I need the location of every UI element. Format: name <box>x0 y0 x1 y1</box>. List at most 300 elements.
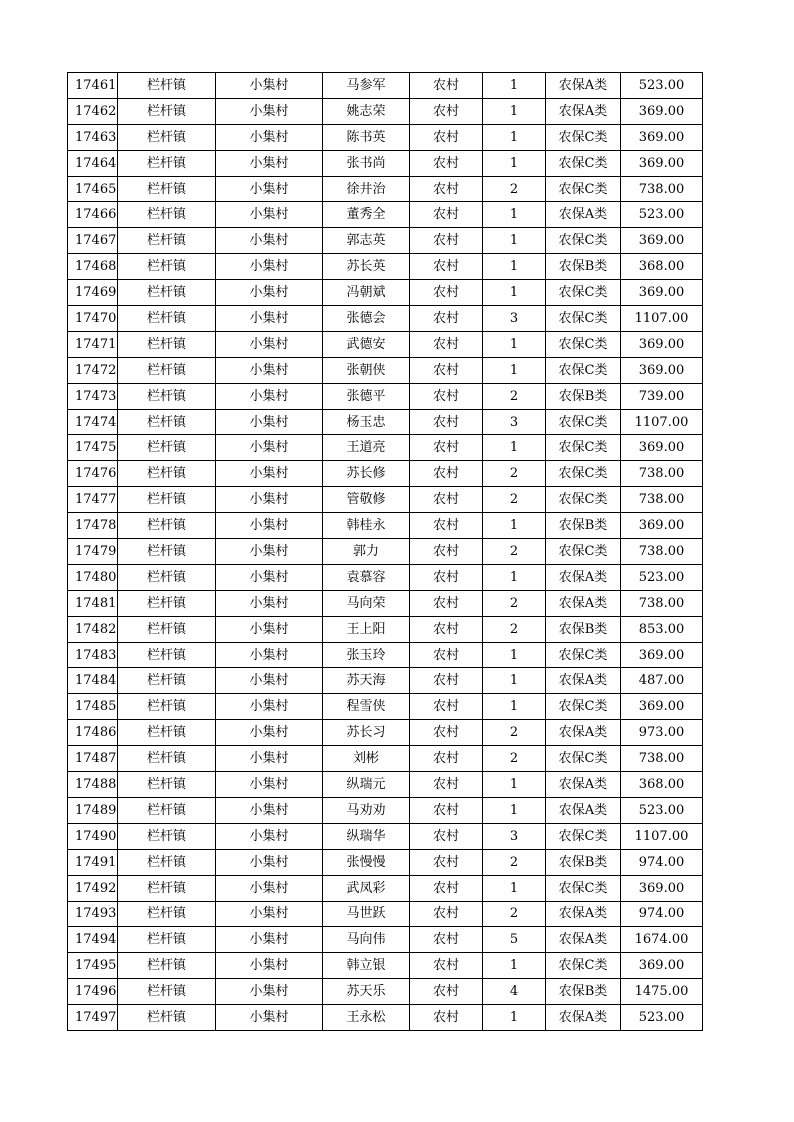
person-count-cell: 1 <box>483 564 546 590</box>
amount-cell: 1107.00 <box>621 306 703 332</box>
name-cell: 刘彬 <box>323 746 410 772</box>
amount-cell: 738.00 <box>621 461 703 487</box>
record-id-cell: 17468 <box>68 254 118 280</box>
table-row <box>68 254 703 280</box>
name-cell: 郭志英 <box>323 228 410 254</box>
village-cell: 小集村 <box>216 849 323 875</box>
town-cell: 栏杆镇 <box>118 176 216 202</box>
person-count-cell: 1 <box>483 772 546 798</box>
insurance-class-cell: 农保C类 <box>546 150 621 176</box>
insurance-class-cell: 农保C类 <box>546 280 621 306</box>
person-count-cell: 2 <box>483 176 546 202</box>
village-cell: 小集村 <box>216 694 323 720</box>
table-row <box>68 823 703 849</box>
record-id-cell: 17493 <box>68 901 118 927</box>
record-id-cell: 17489 <box>68 797 118 823</box>
amount-cell: 738.00 <box>621 487 703 513</box>
person-count-cell: 2 <box>483 590 546 616</box>
table-row <box>68 202 703 228</box>
household-type-cell: 农村 <box>410 228 483 254</box>
records-table <box>67 72 703 1031</box>
name-cell: 袁慕容 <box>323 564 410 590</box>
person-count-cell: 1 <box>483 202 546 228</box>
household-type-cell: 农村 <box>410 590 483 616</box>
person-count-cell: 1 <box>483 124 546 150</box>
household-type-cell: 农村 <box>410 539 483 565</box>
amount-cell: 369.00 <box>621 642 703 668</box>
village-cell: 小集村 <box>216 823 323 849</box>
insurance-class-cell: 农保B类 <box>546 513 621 539</box>
table-row <box>68 306 703 332</box>
town-cell: 栏杆镇 <box>118 694 216 720</box>
insurance-class-cell: 农保A类 <box>546 720 621 746</box>
person-count-cell: 2 <box>483 901 546 927</box>
record-id-cell: 17484 <box>68 668 118 694</box>
town-cell: 栏杆镇 <box>118 124 216 150</box>
household-type-cell: 农村 <box>410 487 483 513</box>
name-cell: 冯朝斌 <box>323 280 410 306</box>
table-row <box>68 124 703 150</box>
person-count-cell: 1 <box>483 953 546 979</box>
household-type-cell: 农村 <box>410 953 483 979</box>
record-id-cell: 17464 <box>68 150 118 176</box>
amount-cell: 369.00 <box>621 435 703 461</box>
household-type-cell: 农村 <box>410 331 483 357</box>
table-row <box>68 435 703 461</box>
record-id-cell: 17486 <box>68 720 118 746</box>
town-cell: 栏杆镇 <box>118 1005 216 1031</box>
household-type-cell: 农村 <box>410 797 483 823</box>
town-cell: 栏杆镇 <box>118 564 216 590</box>
insurance-class-cell: 农保A类 <box>546 668 621 694</box>
village-cell: 小集村 <box>216 435 323 461</box>
town-cell: 栏杆镇 <box>118 306 216 332</box>
table-row <box>68 280 703 306</box>
village-cell: 小集村 <box>216 513 323 539</box>
village-cell: 小集村 <box>216 746 323 772</box>
amount-cell: 973.00 <box>621 720 703 746</box>
village-cell: 小集村 <box>216 357 323 383</box>
amount-cell: 738.00 <box>621 176 703 202</box>
table-row <box>68 357 703 383</box>
amount-cell: 523.00 <box>621 202 703 228</box>
insurance-class-cell: 农保C类 <box>546 357 621 383</box>
record-id-cell: 17491 <box>68 849 118 875</box>
insurance-class-cell: 农保A类 <box>546 797 621 823</box>
insurance-class-cell: 农保C类 <box>546 176 621 202</box>
village-cell: 小集村 <box>216 228 323 254</box>
amount-cell: 369.00 <box>621 875 703 901</box>
amount-cell: 974.00 <box>621 849 703 875</box>
town-cell: 栏杆镇 <box>118 487 216 513</box>
name-cell: 纵瑞华 <box>323 823 410 849</box>
insurance-class-cell: 农保C类 <box>546 435 621 461</box>
household-type-cell: 农村 <box>410 616 483 642</box>
household-type-cell: 农村 <box>410 254 483 280</box>
name-cell: 董秀全 <box>323 202 410 228</box>
person-count-cell: 1 <box>483 228 546 254</box>
village-cell: 小集村 <box>216 280 323 306</box>
record-id-cell: 17472 <box>68 357 118 383</box>
table-row <box>68 150 703 176</box>
record-id-cell: 17471 <box>68 331 118 357</box>
record-id-cell: 17475 <box>68 435 118 461</box>
town-cell: 栏杆镇 <box>118 383 216 409</box>
village-cell: 小集村 <box>216 590 323 616</box>
town-cell: 栏杆镇 <box>118 797 216 823</box>
person-count-cell: 1 <box>483 642 546 668</box>
household-type-cell: 农村 <box>410 306 483 332</box>
amount-cell: 369.00 <box>621 124 703 150</box>
town-cell: 栏杆镇 <box>118 642 216 668</box>
town-cell: 栏杆镇 <box>118 746 216 772</box>
record-id-cell: 17465 <box>68 176 118 202</box>
person-count-cell: 3 <box>483 306 546 332</box>
name-cell: 马向荣 <box>323 590 410 616</box>
household-type-cell: 农村 <box>410 124 483 150</box>
record-id-cell: 17476 <box>68 461 118 487</box>
record-id-cell: 17479 <box>68 539 118 565</box>
town-cell: 栏杆镇 <box>118 461 216 487</box>
household-type-cell: 农村 <box>410 435 483 461</box>
village-cell: 小集村 <box>216 797 323 823</box>
household-type-cell: 农村 <box>410 927 483 953</box>
insurance-class-cell: 农保C类 <box>546 642 621 668</box>
person-count-cell: 2 <box>483 461 546 487</box>
amount-cell: 368.00 <box>621 254 703 280</box>
amount-cell: 738.00 <box>621 539 703 565</box>
town-cell: 栏杆镇 <box>118 875 216 901</box>
village-cell: 小集村 <box>216 927 323 953</box>
town-cell: 栏杆镇 <box>118 202 216 228</box>
name-cell: 马劝劝 <box>323 797 410 823</box>
town-cell: 栏杆镇 <box>118 254 216 280</box>
village-cell: 小集村 <box>216 1005 323 1031</box>
insurance-class-cell: 农保B类 <box>546 616 621 642</box>
insurance-class-cell: 农保A类 <box>546 901 621 927</box>
insurance-class-cell: 农保A类 <box>546 73 621 99</box>
household-type-cell: 农村 <box>410 979 483 1005</box>
amount-cell: 738.00 <box>621 746 703 772</box>
town-cell: 栏杆镇 <box>118 73 216 99</box>
household-type-cell: 农村 <box>410 98 483 124</box>
name-cell: 武德安 <box>323 331 410 357</box>
town-cell: 栏杆镇 <box>118 539 216 565</box>
village-cell: 小集村 <box>216 124 323 150</box>
person-count-cell: 3 <box>483 409 546 435</box>
town-cell: 栏杆镇 <box>118 150 216 176</box>
record-id-cell: 17466 <box>68 202 118 228</box>
name-cell: 张慢慢 <box>323 849 410 875</box>
household-type-cell: 农村 <box>410 461 483 487</box>
town-cell: 栏杆镇 <box>118 435 216 461</box>
name-cell: 马向伟 <box>323 927 410 953</box>
amount-cell: 368.00 <box>621 772 703 798</box>
table-row <box>68 616 703 642</box>
amount-cell: 369.00 <box>621 98 703 124</box>
household-type-cell: 农村 <box>410 901 483 927</box>
household-type-cell: 农村 <box>410 409 483 435</box>
town-cell: 栏杆镇 <box>118 228 216 254</box>
person-count-cell: 4 <box>483 979 546 1005</box>
insurance-class-cell: 农保A类 <box>546 1005 621 1031</box>
household-type-cell: 农村 <box>410 383 483 409</box>
amount-cell: 1674.00 <box>621 927 703 953</box>
name-cell: 王道亮 <box>323 435 410 461</box>
village-cell: 小集村 <box>216 772 323 798</box>
village-cell: 小集村 <box>216 409 323 435</box>
table-row <box>68 383 703 409</box>
insurance-class-cell: 农保C类 <box>546 875 621 901</box>
amount-cell: 523.00 <box>621 564 703 590</box>
table-row <box>68 694 703 720</box>
table-row <box>68 668 703 694</box>
person-count-cell: 1 <box>483 73 546 99</box>
table-row <box>68 461 703 487</box>
name-cell: 马世跃 <box>323 901 410 927</box>
insurance-class-cell: 农保A类 <box>546 564 621 590</box>
record-id-cell: 17477 <box>68 487 118 513</box>
record-id-cell: 17497 <box>68 1005 118 1031</box>
name-cell: 纵瑞元 <box>323 772 410 798</box>
record-id-cell: 17469 <box>68 280 118 306</box>
record-id-cell: 17467 <box>68 228 118 254</box>
person-count-cell: 3 <box>483 823 546 849</box>
table-row <box>68 590 703 616</box>
record-id-cell: 17478 <box>68 513 118 539</box>
insurance-class-cell: 农保A类 <box>546 927 621 953</box>
record-id-cell: 17494 <box>68 927 118 953</box>
household-type-cell: 农村 <box>410 357 483 383</box>
name-cell: 程雪侠 <box>323 694 410 720</box>
name-cell: 苏长修 <box>323 461 410 487</box>
household-type-cell: 农村 <box>410 642 483 668</box>
name-cell: 马参军 <box>323 73 410 99</box>
town-cell: 栏杆镇 <box>118 927 216 953</box>
table-row <box>68 539 703 565</box>
table-row <box>68 73 703 99</box>
amount-cell: 369.00 <box>621 331 703 357</box>
amount-cell: 369.00 <box>621 150 703 176</box>
village-cell: 小集村 <box>216 150 323 176</box>
insurance-class-cell: 农保A类 <box>546 590 621 616</box>
record-id-cell: 17482 <box>68 616 118 642</box>
name-cell: 陈书英 <box>323 124 410 150</box>
person-count-cell: 1 <box>483 668 546 694</box>
amount-cell: 523.00 <box>621 797 703 823</box>
insurance-class-cell: 农保A类 <box>546 98 621 124</box>
person-count-cell: 2 <box>483 720 546 746</box>
village-cell: 小集村 <box>216 901 323 927</box>
amount-cell: 1475.00 <box>621 979 703 1005</box>
person-count-cell: 2 <box>483 616 546 642</box>
name-cell: 韩桂永 <box>323 513 410 539</box>
table-row <box>68 901 703 927</box>
insurance-class-cell: 农保C类 <box>546 694 621 720</box>
table-row <box>68 642 703 668</box>
household-type-cell: 农村 <box>410 176 483 202</box>
person-count-cell: 2 <box>483 487 546 513</box>
amount-cell: 739.00 <box>621 383 703 409</box>
name-cell: 苏天海 <box>323 668 410 694</box>
table-row <box>68 228 703 254</box>
table-row <box>68 953 703 979</box>
person-count-cell: 1 <box>483 513 546 539</box>
town-cell: 栏杆镇 <box>118 513 216 539</box>
household-type-cell: 农村 <box>410 823 483 849</box>
table-row <box>68 746 703 772</box>
amount-cell: 369.00 <box>621 953 703 979</box>
insurance-class-cell: 农保B类 <box>546 254 621 280</box>
person-count-cell: 2 <box>483 746 546 772</box>
table-row <box>68 513 703 539</box>
town-cell: 栏杆镇 <box>118 849 216 875</box>
name-cell: 张德平 <box>323 383 410 409</box>
table-row <box>68 564 703 590</box>
person-count-cell: 1 <box>483 331 546 357</box>
household-type-cell: 农村 <box>410 1005 483 1031</box>
table-row <box>68 487 703 513</box>
town-cell: 栏杆镇 <box>118 953 216 979</box>
village-cell: 小集村 <box>216 202 323 228</box>
person-count-cell: 1 <box>483 280 546 306</box>
person-count-cell: 5 <box>483 927 546 953</box>
person-count-cell: 1 <box>483 254 546 280</box>
table-row <box>68 98 703 124</box>
amount-cell: 369.00 <box>621 228 703 254</box>
insurance-class-cell: 农保C类 <box>546 746 621 772</box>
village-cell: 小集村 <box>216 98 323 124</box>
name-cell: 王上阳 <box>323 616 410 642</box>
record-id-cell: 17474 <box>68 409 118 435</box>
name-cell: 苏长英 <box>323 254 410 280</box>
name-cell: 苏长习 <box>323 720 410 746</box>
record-id-cell: 17490 <box>68 823 118 849</box>
village-cell: 小集村 <box>216 642 323 668</box>
record-id-cell: 17495 <box>68 953 118 979</box>
table-row <box>68 720 703 746</box>
insurance-class-cell: 农保C类 <box>546 539 621 565</box>
record-id-cell: 17483 <box>68 642 118 668</box>
town-cell: 栏杆镇 <box>118 280 216 306</box>
household-type-cell: 农村 <box>410 694 483 720</box>
town-cell: 栏杆镇 <box>118 668 216 694</box>
village-cell: 小集村 <box>216 331 323 357</box>
amount-cell: 853.00 <box>621 616 703 642</box>
insurance-class-cell: 农保C类 <box>546 461 621 487</box>
name-cell: 管敬修 <box>323 487 410 513</box>
table-row <box>68 927 703 953</box>
name-cell: 苏天乐 <box>323 979 410 1005</box>
name-cell: 郭力 <box>323 539 410 565</box>
village-cell: 小集村 <box>216 487 323 513</box>
household-type-cell: 农村 <box>410 513 483 539</box>
insurance-class-cell: 农保C类 <box>546 487 621 513</box>
table-row <box>68 875 703 901</box>
record-id-cell: 17481 <box>68 590 118 616</box>
town-cell: 栏杆镇 <box>118 901 216 927</box>
insurance-class-cell: 农保C类 <box>546 409 621 435</box>
amount-cell: 523.00 <box>621 73 703 99</box>
insurance-class-cell: 农保A类 <box>546 202 621 228</box>
village-cell: 小集村 <box>216 176 323 202</box>
village-cell: 小集村 <box>216 383 323 409</box>
household-type-cell: 农村 <box>410 668 483 694</box>
town-cell: 栏杆镇 <box>118 772 216 798</box>
table-row <box>68 331 703 357</box>
name-cell: 张书尚 <box>323 150 410 176</box>
village-cell: 小集村 <box>216 254 323 280</box>
record-id-cell: 17470 <box>68 306 118 332</box>
village-cell: 小集村 <box>216 461 323 487</box>
town-cell: 栏杆镇 <box>118 98 216 124</box>
insurance-class-cell: 农保B类 <box>546 383 621 409</box>
insurance-class-cell: 农保C类 <box>546 953 621 979</box>
insurance-class-cell: 农保B类 <box>546 849 621 875</box>
town-cell: 栏杆镇 <box>118 590 216 616</box>
village-cell: 小集村 <box>216 73 323 99</box>
amount-cell: 369.00 <box>621 357 703 383</box>
insurance-class-cell: 农保C类 <box>546 124 621 150</box>
records-table-body <box>68 73 703 1031</box>
table-row <box>68 1005 703 1031</box>
amount-cell: 487.00 <box>621 668 703 694</box>
household-type-cell: 农村 <box>410 875 483 901</box>
table-row <box>68 409 703 435</box>
town-cell: 栏杆镇 <box>118 409 216 435</box>
insurance-class-cell: 农保C类 <box>546 331 621 357</box>
household-type-cell: 农村 <box>410 849 483 875</box>
town-cell: 栏杆镇 <box>118 823 216 849</box>
person-count-cell: 1 <box>483 694 546 720</box>
household-type-cell: 农村 <box>410 150 483 176</box>
record-id-cell: 17496 <box>68 979 118 1005</box>
amount-cell: 523.00 <box>621 1005 703 1031</box>
amount-cell: 369.00 <box>621 513 703 539</box>
person-count-cell: 2 <box>483 383 546 409</box>
person-count-cell: 2 <box>483 539 546 565</box>
record-id-cell: 17488 <box>68 772 118 798</box>
town-cell: 栏杆镇 <box>118 979 216 1005</box>
household-type-cell: 农村 <box>410 73 483 99</box>
insurance-class-cell: 农保A类 <box>546 772 621 798</box>
name-cell: 姚志荣 <box>323 98 410 124</box>
person-count-cell: 1 <box>483 797 546 823</box>
person-count-cell: 1 <box>483 98 546 124</box>
amount-cell: 1107.00 <box>621 409 703 435</box>
table-row <box>68 797 703 823</box>
record-id-cell: 17480 <box>68 564 118 590</box>
name-cell: 徐井治 <box>323 176 410 202</box>
record-id-cell: 17487 <box>68 746 118 772</box>
record-id-cell: 17492 <box>68 875 118 901</box>
name-cell: 张玉玲 <box>323 642 410 668</box>
amount-cell: 1107.00 <box>621 823 703 849</box>
village-cell: 小集村 <box>216 564 323 590</box>
village-cell: 小集村 <box>216 539 323 565</box>
person-count-cell: 1 <box>483 357 546 383</box>
household-type-cell: 农村 <box>410 746 483 772</box>
person-count-cell: 1 <box>483 150 546 176</box>
name-cell: 韩立银 <box>323 953 410 979</box>
town-cell: 栏杆镇 <box>118 720 216 746</box>
village-cell: 小集村 <box>216 953 323 979</box>
village-cell: 小集村 <box>216 720 323 746</box>
record-id-cell: 17473 <box>68 383 118 409</box>
record-id-cell: 17462 <box>68 98 118 124</box>
insurance-class-cell: 农保B类 <box>546 979 621 1005</box>
record-id-cell: 17485 <box>68 694 118 720</box>
